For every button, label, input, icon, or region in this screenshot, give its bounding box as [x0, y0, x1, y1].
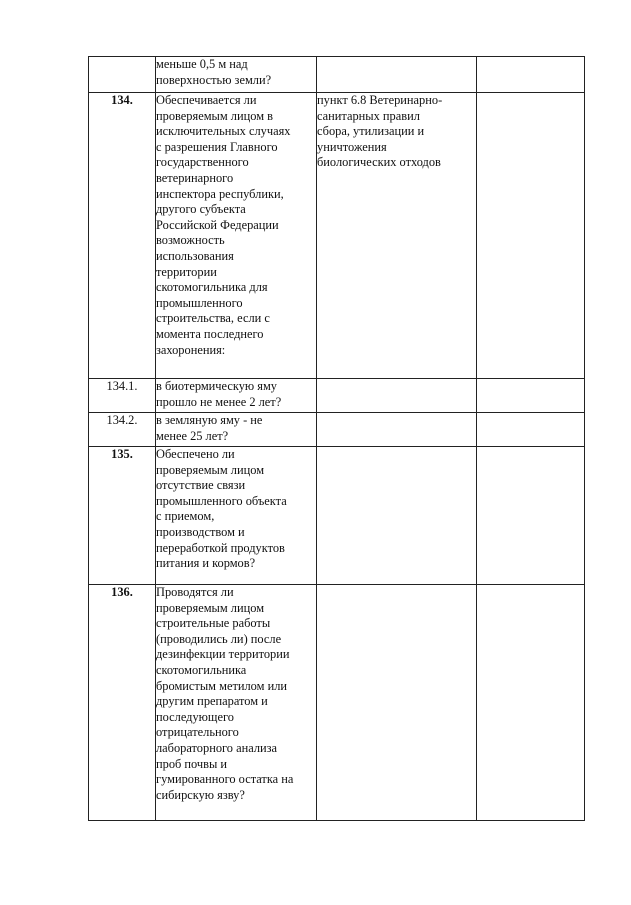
question-cell: в земляную яму - не менее 25 лет? [156, 413, 317, 447]
question-cell: Обеспечено ли проверяемым лицом отсутствие связи промышленного объекта с приемом, производством и переработкой продуктов питания и кормов? [156, 447, 317, 585]
answer-cell [477, 585, 585, 821]
answer-cell [477, 379, 585, 413]
reference-cell [317, 57, 477, 93]
reference-cell [317, 447, 477, 585]
question-cell: Обеспечивается ли проверяемым лицом в исключительных случаях с разрешения Главного государственного ветеринарного инспектора республики, другого субъекта Российской Федерации возможность использования территории скотомогильника для промышленного строительства, если с момента последнего захоронения: [156, 93, 317, 379]
table-row [89, 57, 585, 93]
reference-cell [317, 585, 477, 821]
question-cell: Проводятся ли проверяемым лицом строительные работы (проводились ли) после дезинфекции территории скотомогильника бромистым метилом или другим препаратом и последующего отрицательного лабораторного анализа проб почвы и гумированного остатка на сибирскую язву? [156, 585, 317, 821]
row-number: 135. [89, 447, 156, 585]
table-row [89, 447, 585, 585]
reference-cell: пункт 6.8 Ветеринарно- санитарных правил сбора, утилизации и уничтожения биологических отходов [317, 93, 477, 379]
table-row [89, 585, 585, 821]
table-row [89, 379, 585, 413]
question-cell: меньше 0,5 м над поверхностью земли? [156, 57, 317, 93]
answer-cell [477, 57, 585, 93]
row-number: 136. [89, 585, 156, 821]
reference-cell [317, 379, 477, 413]
answer-cell [477, 93, 585, 379]
question-cell: в биотермическую яму прошло не менее 2 лет? [156, 379, 317, 413]
row-number: 134.1. [89, 379, 156, 413]
row-number: 134. [89, 93, 156, 379]
checklist-table [88, 56, 585, 821]
table-row [89, 413, 585, 447]
answer-cell [477, 447, 585, 585]
row-number: 134.2. [89, 413, 156, 447]
reference-cell [317, 413, 477, 447]
table-row [89, 93, 585, 379]
row-number [89, 57, 156, 93]
answer-cell [477, 413, 585, 447]
